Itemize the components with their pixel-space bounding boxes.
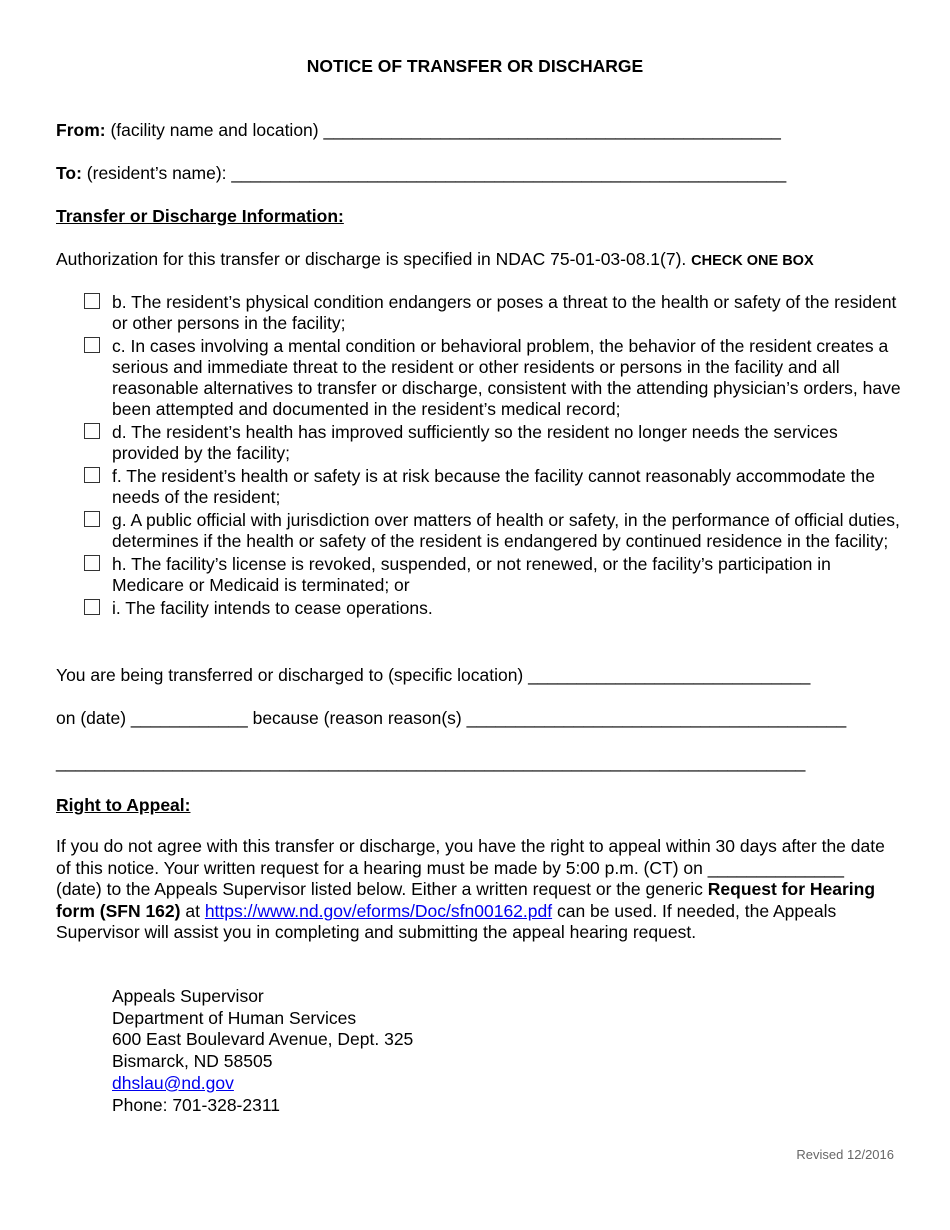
option-label: i. The facility intends to cease operations. [112,598,433,618]
option-label: f. The resident’s health or safety is at risk because the facility cannot reasonably accommodate the needs of the resident; [112,466,875,507]
appeal-text-1: If you do not agree with this transfer or discharge, you have the right to appeal within 30 days after the date of this notice. Your written request for a hearing must be made by 5:00 p.m. (CT) on [56,836,885,878]
option-label: h. The facility’s license is revoked, suspended, or not renewed, or the facility’s participation in Medicare or Medicaid is terminated; or [112,554,831,595]
right-to-appeal-heading: Right to Appeal: [56,795,191,815]
reason-field-line2[interactable]: _____________________________________________________________________________ [56,752,806,772]
option-h [84,554,904,596]
transfer-info-heading: Transfer or Discharge Information: [56,206,344,226]
option-label: c. In cases involving a mental condition or behavioral problem, the behavior of the resident creates a serious and immediate threat to the resident or other residents or persons in the facility and all reasonable alternatives to transfer or discharge, consistent with the attending physician’s orders, have been attempted and documented in the resident’s medical record; [112,336,901,419]
appeal-at: at [185,900,200,921]
address-line: Department of Human Services [112,1007,357,1028]
option-d [84,422,904,464]
option-b [84,292,904,334]
address-line: 600 East Boulevard Avenue, Dept. 325 [112,1029,414,1050]
to-label: To: [56,163,82,183]
checkbox-i[interactable] [84,599,100,615]
because-text: because (reason reason(s) [252,708,462,728]
from-label: From: [56,120,106,140]
option-f [84,466,904,508]
address-line: Bismarck, ND 58505 [112,1051,273,1072]
authorization-line [56,249,814,270]
phone: Phone: 701-328-2311 [112,1094,281,1115]
option-label: g. A public official with jurisdiction over matters of health or safety, in the performance of official duties, determines if the health or safety of the resident is endangered by continued residence in the facility; [112,510,900,551]
checkbox-f[interactable] [84,467,100,483]
option-label: b. The resident’s physical condition endangers or poses a threat to the health or safety of the resident or other persons in the facility; [112,292,897,333]
form-title: NOTICE OF TRANSFER OR DISCHARGE [306,56,644,76]
appeals-address [112,986,413,1116]
checkbox-h[interactable] [84,555,100,571]
location-field[interactable]: _____________________________ [528,665,811,685]
appeal-form-link[interactable]: https://www.nd.gov/eforms/Doc/sfn00162.pdf [204,900,553,921]
appeal-text-2: (date) to the Appeals Supervisor listed below. Either a written request or the generic [56,879,703,899]
reason-field[interactable]: _______________________________________ [466,708,847,728]
checkbox-g[interactable] [84,511,100,527]
date-reason-row [56,708,846,729]
option-label: d. The resident’s health has improved sufficiently so the resident no longer needs the services provided by the facility; [112,422,838,463]
option-i [84,598,904,619]
checkbox-c[interactable] [84,337,100,353]
appeal-text-3: can be used. If needed, the Appeals Supervisor will assist you in completing and submitting the appeal hearing request. [56,900,837,942]
checkbox-b[interactable] [84,293,100,309]
from-field[interactable]: _______________________________________________ [323,120,781,140]
appeal-form-name: Request for Hearing form (SFN 162) [56,879,876,921]
from-description: (facility name and location) [110,120,319,140]
appeal-date-field[interactable]: ______________ [707,857,844,878]
option-c [84,336,904,420]
appeal-paragraph [56,836,886,944]
to-row [56,163,786,184]
from-row [56,120,781,141]
to-field[interactable]: _________________________________________________________ [231,163,787,183]
check-one-instruction: CHECK ONE BOX [691,253,814,269]
address-line: Appeals Supervisor [112,986,264,1006]
authorization-text: Authorization for this transfer or discharge is specified in NDAC 75-01-03-08.1(7). [56,249,687,269]
option-g [84,510,904,552]
to-description: (resident’s name): [86,163,227,183]
location-text: You are being transferred or discharged to (specific location) [56,665,524,685]
date-text: on (date) [56,708,127,728]
date-field[interactable]: ____________ [130,708,248,728]
email-link[interactable]: dhslau@nd.gov [112,1072,234,1093]
location-row [56,665,810,686]
revised-date: Revised 12/2016 [796,1147,894,1162]
reason-checklist [84,292,904,621]
checkbox-d[interactable] [84,423,100,439]
